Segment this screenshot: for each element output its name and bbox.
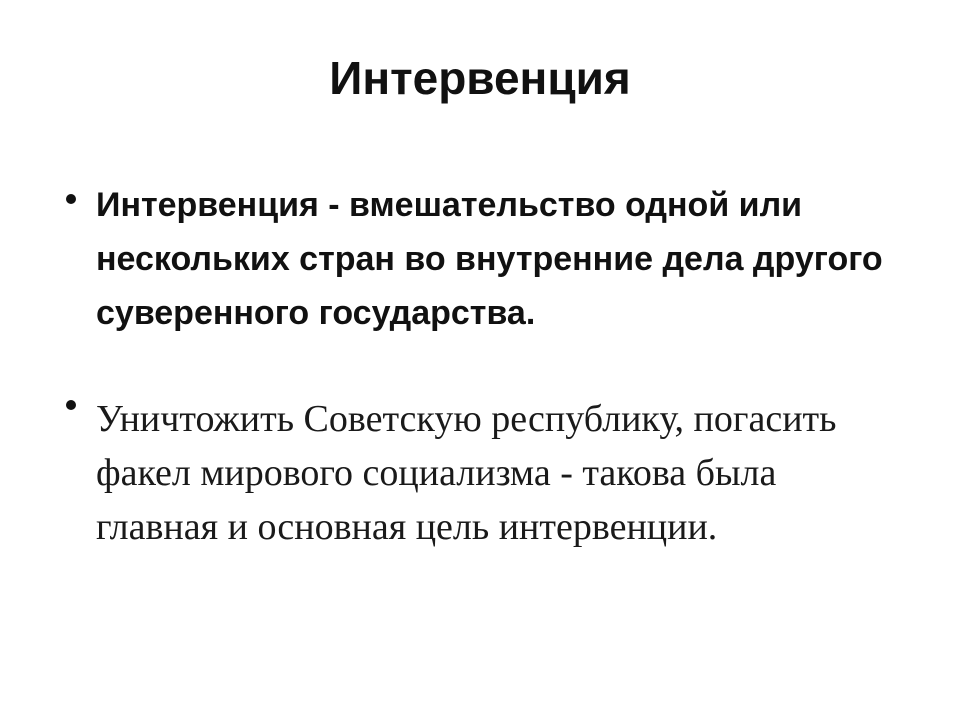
slide-title: Интервенция: [329, 52, 631, 104]
bullet-text-definition: Интервенция - вмешательство одной или нескольких стран во внутренние дела другого суверенного государства.: [96, 186, 883, 332]
bullet-icon: [66, 400, 76, 410]
bullet-icon: [66, 194, 76, 204]
bullet-text-goal: Уничтожить Советскую республику, погасить факел мирового социализма - такова была главная и основная цель интервенции.: [96, 398, 837, 548]
